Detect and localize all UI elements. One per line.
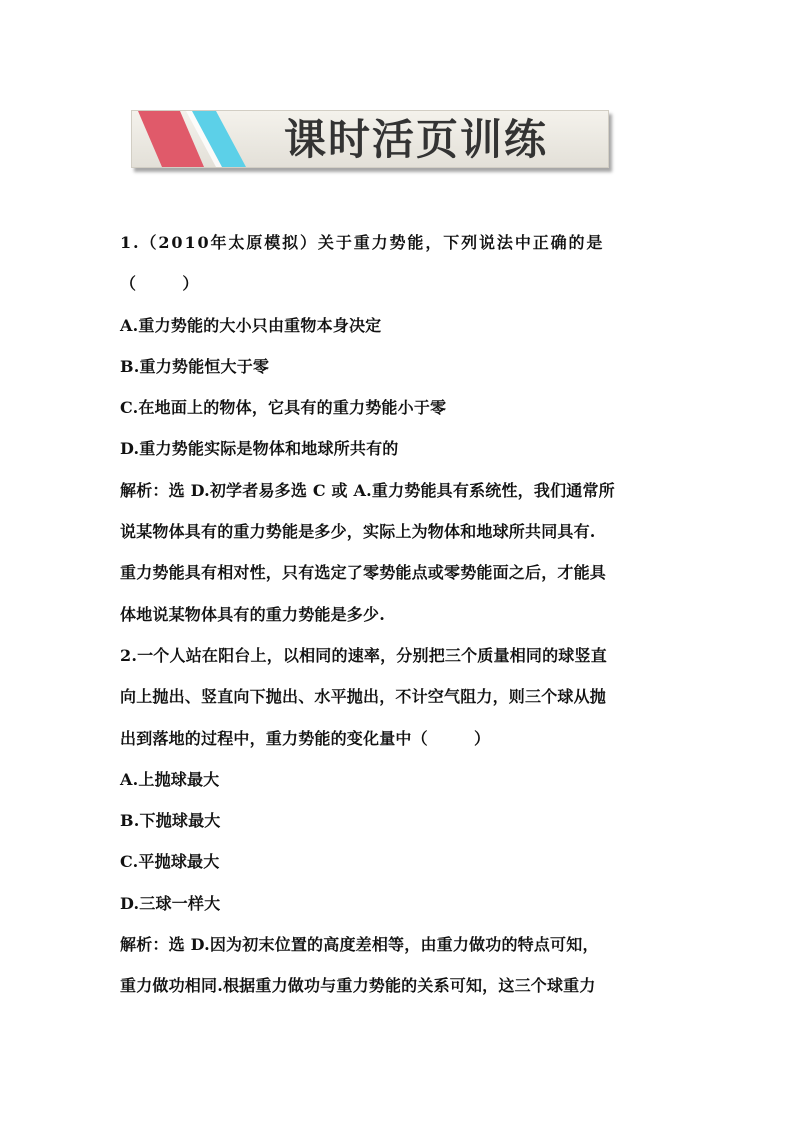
banner-background — [131, 110, 609, 168]
question-2-analysis-line-1: 解析：选 D.因为初末位置的高度差相等，由重力做功的特点可知， — [120, 935, 599, 955]
question-2-option-c: C.平抛球最大 — [120, 852, 220, 872]
section-banner — [131, 110, 609, 170]
question-1-option-b: B.重力势能恒大于零 — [120, 356, 270, 376]
banner-stripes-icon — [132, 111, 272, 167]
question-1-option-c: C.在地面上的物体，它具有的重力势能小于零 — [120, 398, 447, 418]
question-1-stem-line-2: （ ） — [120, 274, 199, 294]
question-1-analysis-line-2: 说某物体具有的重力势能是多少，实际上为物体和地球所共同具有. — [120, 522, 596, 542]
document-body — [120, 222, 676, 1007]
question-2-stem-line-2: 向上抛出、竖直向下抛出、水平抛出，不计空气阻力，则三个球从抛 — [120, 687, 607, 707]
question-2-option-b: B.下抛球最大 — [120, 811, 221, 831]
question-2-option-d: D.三球一样大 — [120, 893, 221, 913]
banner-title: 课时活页训练 — [284, 115, 549, 164]
question-1-analysis-line-3: 重力势能具有相对性，只有选定了零势能点或零势能面之后，才能具 — [120, 563, 607, 583]
question-1-option-d: D.重力势能实际是物体和地球所共有的 — [120, 439, 399, 459]
question-1-stem-line-1: 1.（2010年太原模拟）关于重力势能，下列说法中正确的是 — [120, 233, 605, 252]
question-1-stem — [120, 222, 676, 263]
question-2-stem-line-1: 2.一个人站在阳台上，以相同的速率，分别把三个质量相同的球竖直 — [120, 645, 607, 665]
question-2-option-a: A.上抛球最大 — [120, 769, 220, 789]
question-1-option-a: A.重力势能的大小只由重物本身决定 — [120, 315, 382, 335]
question-1-analysis-line-4: 体地说某物体具有的重力势能是多少. — [120, 604, 385, 624]
question-2-stem-line-3: 出到落地的过程中，重力势能的变化量中（ ） — [120, 728, 491, 748]
question-2-analysis-line-2: 重力做功相同.根据重力做功与重力势能的关系可知，这三个球重力 — [120, 976, 596, 996]
question-1-analysis-line-1: 解析：选 D.初学者易多选 C 或 A.重力势能具有系统性，我们通常所 — [120, 480, 615, 500]
